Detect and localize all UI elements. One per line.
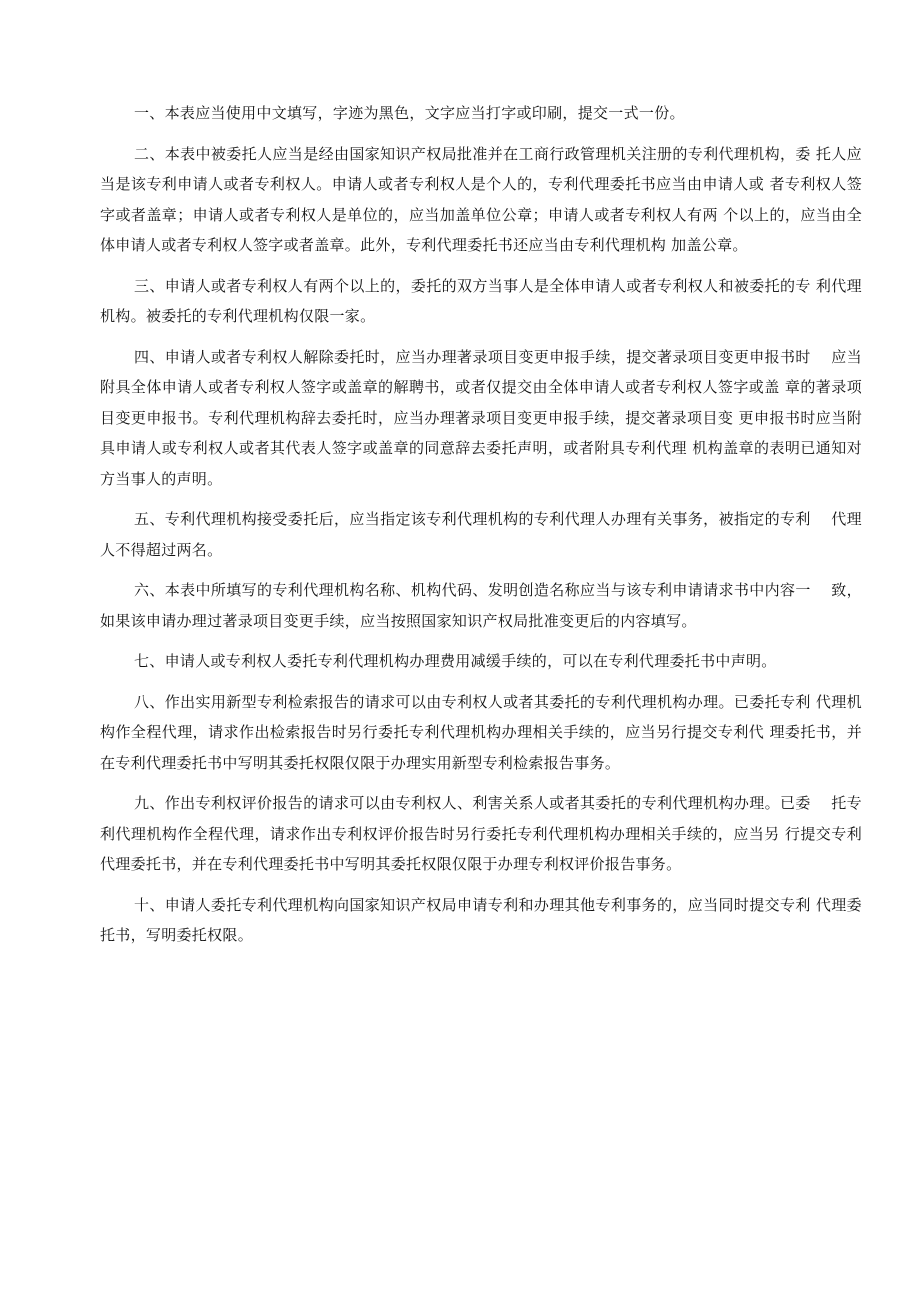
instruction-item-6: 六、本表中所填写的专利代理机构名称、机构代码、发明创造名称应当与该专利申请请求书中内容一 致，如果该申请办理过著录项目变更手续，应当按照国家知识产权局批准变更后的内容填写。 — [100, 581, 862, 630]
instruction-item-9: 九、作出专利权评价报告的请求可以由专利权人、利害关系人或者其委托的专利代理机构办理。已委 托专利代理机构作全程代理，请求作出专利权评价报告时另行委托专利代理机构办理相关手续的，应当另 行提交专利代理委托书，并在专利代理委托书中写明其委托权限仅限于办理专利权评价报告事务。 — [100, 794, 862, 873]
instruction-item-4: 四、申请人或者专利权人解除委托时，应当办理著录项目变更申报手续，提交著录项目变更申报书时 应当附具全体申请人或者专利权人签字或盖章的解聘书，或者仅提交由全体申请人或者专利权人签字或盖 章的著录项目变更申报书。专利代理机构辞去委托时，应当办理著录项目变更申报手续，提交著录项目变 更申报书时应当附具申请人或专利权人或者其代表人签字或盖章的同意辞去委托声明，或者附具专利代理 机构盖章的表明已通知对方当事人的声明。 — [100, 347, 862, 488]
instruction-item-3: 三、申请人或者专利权人有两个以上的，委托的双方当事人是全体申请人或者专利权人和被委托的专 利代理机构。被委托的专利代理机构仅限一家。 — [100, 276, 862, 325]
instruction-item-2: 二、本表中被委托人应当是经由国家知识产权局批准并在工商行政管理机关注册的专利代理机构，委 托人应当是该专利申请人或者专利权人。申请人或者专利权人是个人的，专利代理委托书应当由申请人或 者专利权人签字或者盖章；申请人或者专利权人是单位的，应当加盖单位公章；申请人或者专利权人有两 个以上的，应当由全体申请人或者专利权人签字或者盖章。此外，专利代理委托书还应当由专利代理机构 加盖公章。 — [100, 144, 862, 254]
instruction-item-8: 八、作出实用新型专利检索报告的请求可以由专利权人或者其委托的专利代理机构办理。已委托专利 代理机构作全程代理，请求作出检索报告时另行委托专利代理机构办理相关手续的，应当另行提交专利代 理委托书，并在专利代理委托书中写明其委托权限仅限于办理实用新型专利检索报告事务。 — [100, 692, 862, 772]
instruction-item-10: 十、申请人委托专利代理机构向国家知识产权局申请专利和办理其他专利事务的，应当同时提交专利 代理委托书，写明委托权限。 — [100, 895, 862, 944]
instruction-item-1: 一、本表应当使用中文填写，字迹为黑色，文字应当打字或印刷，提交一式一份。 — [134, 104, 685, 122]
instruction-item-5: 五、专利代理机构接受委托后，应当指定该专利代理机构的专利代理人办理有关事务，被指定的专利 代理人不得超过两名。 — [100, 510, 862, 559]
instructions-list — [100, 98, 862, 961]
instruction-item-7: 七、申请人或专利权人委托专利代理机构办理费用减缓手续的，可以在专利代理委托书中声明。 — [134, 652, 777, 670]
